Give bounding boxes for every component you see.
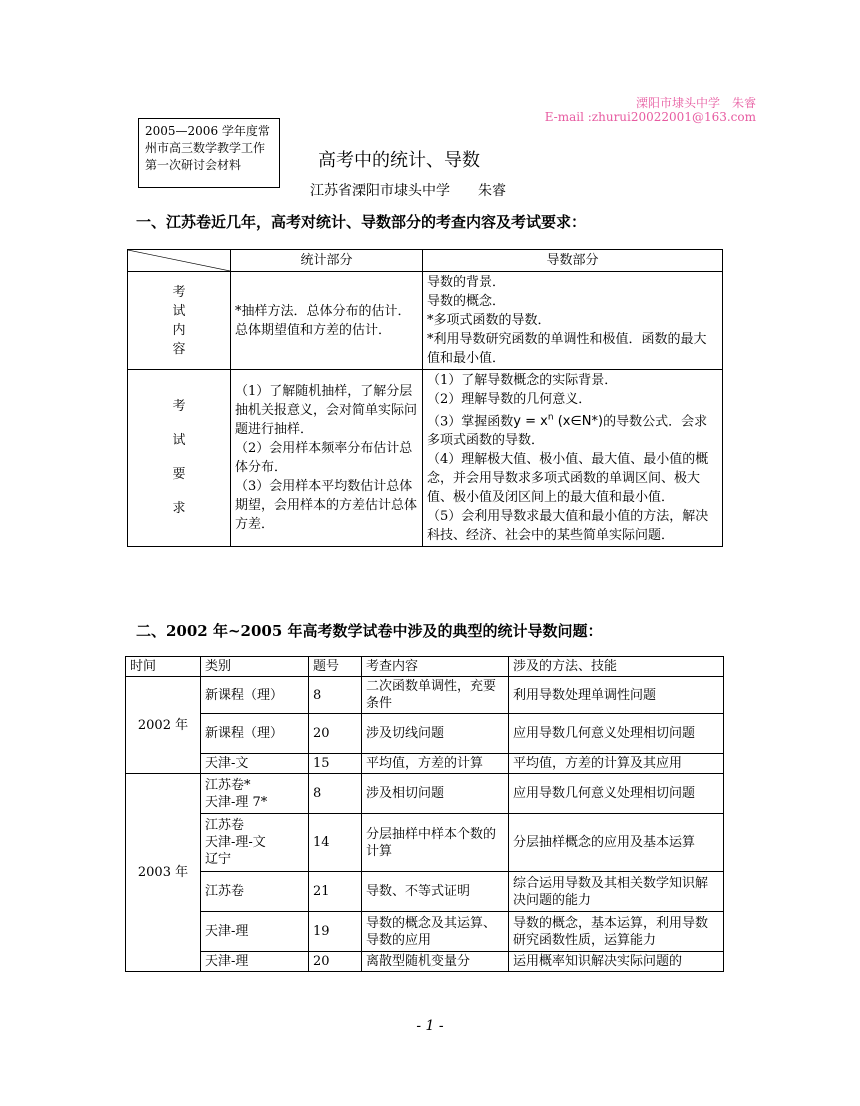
deriv-requirement-cell (423, 370, 723, 547)
deriv-req-4: （4）理解极大值、极小值、最大值、最小值的概念，并会用导数求多项式函数的单调区间、极大值、极小值及闭区间上的最大值和最小值． (427, 452, 709, 506)
problems-table (125, 656, 724, 972)
content-cell: 平均值，方差的计算 (362, 754, 509, 774)
method-cell: 平均值，方差的计算及其应用 (509, 754, 724, 774)
table-row (128, 272, 723, 370)
content-cell: 涉及相切问题 (362, 774, 509, 814)
number-cell: 14 (309, 814, 362, 872)
deriv-req-1: （1）了解导数概念的实际背景． (427, 373, 618, 388)
table-row (128, 370, 723, 547)
type-cell: 江苏卷* 天津-理 7* (201, 774, 309, 814)
number-cell: 20 (309, 714, 362, 754)
method-cell: 应用导数几何意义处理相切问题 (509, 714, 724, 754)
type-cell: 天津-文 (201, 754, 309, 774)
table-row (126, 912, 724, 952)
number-cell: 21 (309, 872, 362, 912)
content-cell: 导数、不等式证明 (362, 872, 509, 912)
section1-heading: 一、江苏卷近几年，高考对统计、导数部分的考查内容及考试要求： (136, 213, 587, 231)
content-cell: 二次函数单调性，充要条件 (362, 677, 509, 714)
page-title: 高考中的统计、导数 (318, 150, 480, 171)
col-content: 考查内容 (362, 657, 509, 677)
col-number: 题号 (309, 657, 362, 677)
header-email: E-mail :zhurui20022001@163.com (544, 110, 756, 124)
method-cell: 运用概率知识解决实际问题的 (509, 952, 724, 972)
deriv-req-2: （2）理解导数的几何意义． (427, 392, 592, 407)
type-cell: 江苏卷 天津-理-文 辽宁 (201, 814, 309, 872)
year-cell: 2002 年 (126, 677, 201, 774)
deriv-req-3: （3）掌握函数$y = x^n$ (x∈N*)的导数公式．会求多项式函数的导数． (427, 413, 708, 449)
formula: $y = x^n$ (x∈N*) (513, 413, 604, 430)
method-cell: 分层抽样概念的应用及基本运算 (509, 814, 724, 872)
number-cell: 15 (309, 754, 362, 774)
row-label-exam-content: 考 试 内 容 (128, 272, 231, 370)
content-cell: 离散型随机变量分 (362, 952, 509, 972)
type-cell: 天津-理 (201, 952, 309, 972)
content-cell: 涉及切线问题 (362, 714, 509, 754)
table-header-row (126, 657, 724, 677)
year-cell: 2003 年 (126, 774, 201, 972)
type-cell: 天津-理 (201, 912, 309, 952)
table-row (126, 714, 724, 754)
type-cell: 江苏卷 (201, 872, 309, 912)
col-category: 类别 (201, 657, 309, 677)
method-cell: 导数的概念，基本运算，利用导数研究函数性质，运算能力 (509, 912, 724, 952)
header-school: 溧阳市埭头中学 朱睿 (635, 96, 756, 110)
number-cell: 19 (309, 912, 362, 952)
deriv-req-5: （5）会利用导数求最大值和最小值的方法，解决科技、经济、社会中的某些简单实际问题． (427, 509, 709, 544)
stat-requirement-cell: （1）了解随机抽样，了解分层抽机关报意义，会对简单实际问题进行抽样． （2）会用样本频率分布估计总体分布． （3）会用样本平均数估计总体期望，会用样本的方差估计总体方差． (231, 370, 423, 547)
type-cell: 新课程（理） (201, 714, 309, 754)
number-cell: 8 (309, 677, 362, 714)
col-header-deriv: 导数部分 (423, 250, 723, 272)
table-row (126, 774, 724, 814)
deriv-content-cell: 导数的背景． 导数的概念． *多项式函数的导数． *利用导数研究函数的单调性和极值．函数的最大值和最小值． (423, 272, 723, 370)
type-cell: 新课程（理） (201, 677, 309, 714)
content-cell: 导数的概念及其运算、导数的应用 (362, 912, 509, 952)
number-cell: 8 (309, 774, 362, 814)
diagonal-corner-cell (128, 250, 231, 272)
method-cell: 综合运用导数及其相关数学知识解决问题的能力 (509, 872, 724, 912)
table-row (126, 872, 724, 912)
method-cell: 利用导数处理单调性问题 (509, 677, 724, 714)
stat-content-cell: *抽样方法．总体分布的估计． 总体期望值和方差的估计． (231, 272, 423, 370)
note-box: 2005—2006 学年度常州市高三数学教学工作第一次研讨会材料 (138, 118, 280, 188)
author-line: 江苏省溧阳市埭头中学 朱睿 (310, 183, 506, 199)
content-cell: 分层抽样中样本个数的计算 (362, 814, 509, 872)
table-row (126, 814, 724, 872)
col-time: 时间 (126, 657, 201, 677)
col-method: 涉及的方法、技能 (509, 657, 724, 677)
row-label-exam-requirements: 考 试 要 求 (128, 370, 231, 547)
method-cell: 应用导数几何意义处理相切问题 (509, 774, 724, 814)
table-row (126, 952, 724, 972)
table-row (126, 754, 724, 774)
number-cell: 20 (309, 952, 362, 972)
section2-heading: 二、2002 年~2005 年高考数学试卷中涉及的典型的统计导数问题： (136, 622, 603, 640)
page-number: - 1 - (416, 1018, 444, 1034)
table-header-row (128, 250, 723, 272)
table-row (126, 677, 724, 714)
diagonal-line (128, 250, 230, 271)
requirements-table (127, 249, 723, 547)
col-header-stat: 统计部分 (231, 250, 423, 272)
